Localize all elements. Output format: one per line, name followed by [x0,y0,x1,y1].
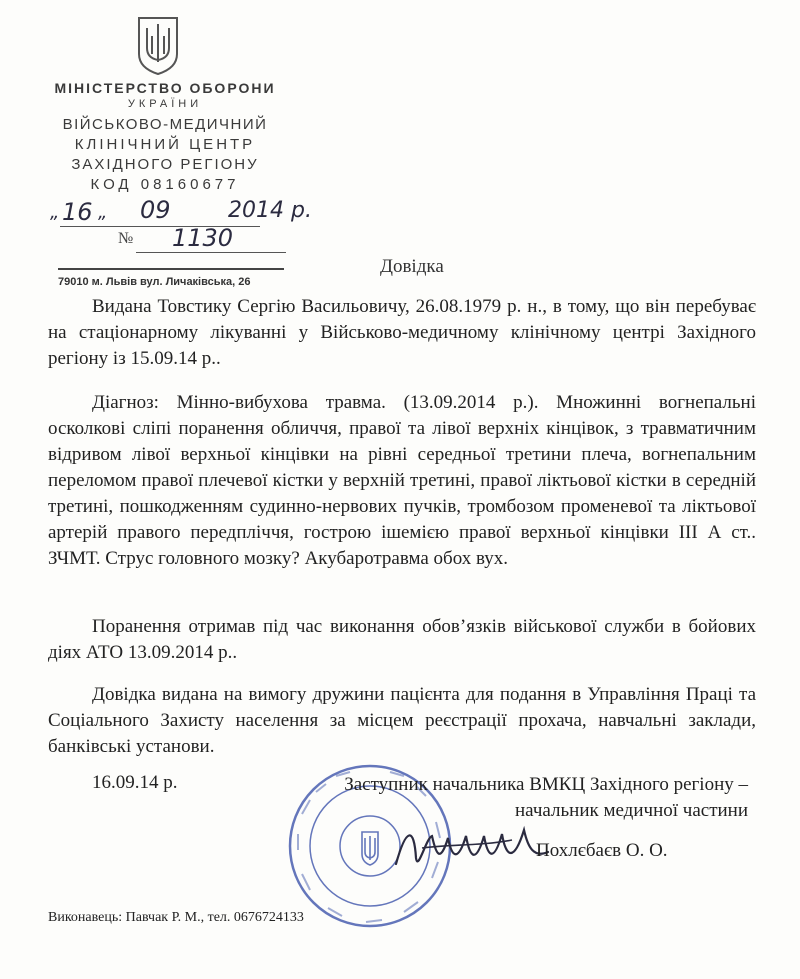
letterhead-center-name: ВІЙСЬКОВО-МЕДИЧНИЙ [62,116,268,133]
number-label: № [118,230,134,247]
date-month: 09 [140,196,171,224]
executor-contact: Виконавець: Павчак Р. М., тел. 0676724133 [48,910,304,925]
signature-date: 16.09.14 р. [92,772,178,793]
number-underline [136,252,286,253]
letterhead-ministry: МІНІСТЕРСТВО ОБОРОНИ [54,80,276,96]
paragraph-issued-to: Видана Товстику Сергію Васильовичу, 26.08.1979 р. н., в тому, що він перебуває на стаціонарному лікуванні у Військово-медичному клінічному центрі Західного регіону із 15.09.14 р.. [48,296,756,369]
letterhead-code: КОД 08160677 [90,176,240,193]
letterhead-country: УКРАЇНИ [127,98,203,110]
coat-of-arms-icon [135,14,181,76]
paragraph-diagnosis: Діагноз: Мінно-вибухова травма. (13.09.2014 р.). Множинні вогнепальні осколкові сліпі поранення обличчя, правої та лівої верхніх кінцівок, з травматичним відривом лівої верхньої кінцівки на рівні середньої третини плеча, вогнепальним переломом правої плечевої кістки у верхній третині, правої ліктьової кістки в середній третині, пошкодженням судинно-нервових пучків, тромбозом променевої та ліктьової артерій правого передпліччя, гострою ішемією правої верхньої кінцівки ІІІ А ст.. ЗЧМТ. Струс головного мозку? Акубаротравма обох вух. [48,392,756,569]
signatory-name: Похлєбаєв О. О. [536,840,668,861]
date-quote-mid: „ [98,202,108,223]
paragraph-purpose: Довідка видана на вимогу дружини пацієнта для подання в Управління Праці та Соціального Захисту населення за місцем реєстрації прохача, навчальні заклади, банківські установи. [48,684,756,757]
letterhead-rule [58,268,284,270]
letterhead-region: ЗАХІДНОГО РЕГІОНУ [71,156,259,173]
date-quote-open: „ [50,202,60,223]
letterhead-address: 79010 м. Львів вул. Личаківська, 26 [58,276,251,288]
date-day: 16 [62,198,93,226]
handwritten-signature [392,818,552,878]
paragraph-injury-circumstances: Поранення отримав під час виконання обов’язків військової служби в бойових діях АТО 13.09.2014 р.. [48,616,756,663]
date-year: 2014 р. [228,198,312,223]
number-value: 1130 [172,224,234,252]
letterhead-center-type: КЛІНІЧНИЙ ЦЕНТР [74,136,256,153]
signatory-position: Заступник начальника ВМКЦ Західного регіону – начальник медичної частини [344,774,748,821]
document-title: Довідка [380,256,444,277]
